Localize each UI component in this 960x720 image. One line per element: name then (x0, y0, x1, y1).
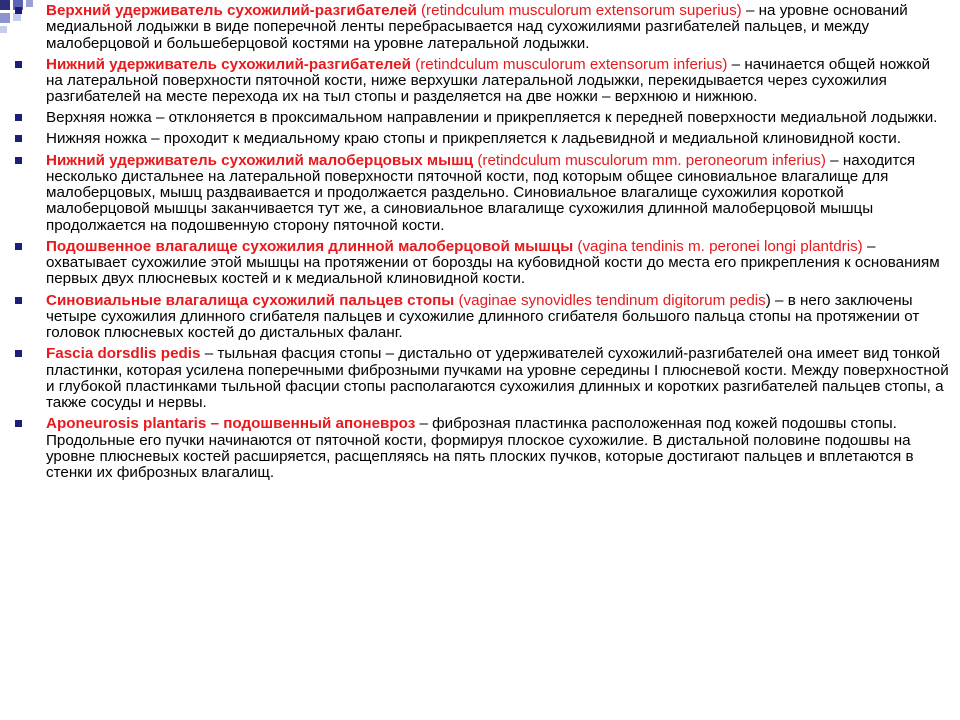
description-text: – фиброзная пластинка расположенная под кожей подошвы стопы. Продольные его пучки начинаются от пяточной кости, формируя плоское сухожилие. В дистальной половине подошвы на уровне плюсневых костей расширяется, расщепляясь на пять плоских пучков, которые достигают пальцев и вплетаются в стенки их фиброзных влагалищ. (46, 415, 914, 482)
latin-term: (retindculum musculorum extensorum superius) (416, 2, 742, 19)
latin-term: (vagina tendinis m. peronei longi plantdris) (573, 237, 863, 255)
term-heading: Fascia dorsdlis pedis (46, 345, 201, 363)
bullet-paragraph (14, 293, 950, 342)
bullet-paragraph (14, 153, 950, 234)
bullet-square-icon (15, 135, 22, 142)
bullet-paragraph (14, 239, 950, 288)
bullet-square-icon (15, 350, 22, 357)
description-text: – находится несколько дистальнее на латеральной поверхности пяточной кости, под которым общее синовиальное влагалище для малоберцовых, мышц раздваивается и продолжается раздельно. Синовиальное влагалище сухожилия короткой малоберцовой мышцы заканчивается тут же, а синовиальное влагалище сухожилия длинной малоберцовой мышцы продолжается на подошвенную сторону пяточной кости. (46, 151, 916, 234)
latin-term: (vaginae synovidles tendinum digitorum pedis (454, 291, 766, 309)
term-heading: Нижний удерживатель сухожилий-разгибателей (46, 55, 411, 73)
bullet-paragraph (14, 131, 950, 147)
decorative-square (0, 13, 10, 23)
bullet-paragraph (14, 346, 950, 411)
description-text: ) – в него заключены четыре сухожилия длинного сгибателя пальцев и сухожилие длинного сгибателя большого пальца стопы на протяжении от головок плюсневых костей до дистальных фаланг. (46, 291, 920, 342)
description-text: – охватывает сухожилие этой мышцы на протяжении от борозды на кубовидной кости до места его прикрепления к основаниям первых двух плюсневых костей и к медиальной клиновидной кости. (46, 237, 940, 288)
bullet-square-icon (15, 7, 22, 14)
decorative-square (0, 26, 7, 33)
decorative-square (0, 0, 10, 10)
bullet-square-icon (15, 420, 22, 427)
description-text: – на уровне оснований медиальной лодыжки в виде поперечной ленты перебрасывается над сухожилиями разгибателей пальцев, и между малоберцовой и большеберцовой костями на уровне латеральной лодыжки. (46, 2, 908, 52)
bullet-paragraph (14, 110, 950, 126)
bullet-square-icon (15, 243, 22, 250)
latin-term: (retindculum musculorum extensorum inferius) (410, 55, 728, 73)
latin-term: (retindculum musculorum mm. peroneorum inferius) (473, 151, 826, 169)
term-heading: Верхний удерживатель сухожилий-разгибателей (46, 2, 417, 19)
bullet-square-icon (15, 297, 22, 304)
description-text: Верхняя ножка – отклоняется в проксимальном направлении и прикрепляется к передней поверхности медиальной лодыжки. (46, 109, 938, 127)
term-heading: Aponeurosis plantaris (46, 415, 207, 433)
description-text: – начинается общей ножкой на латеральной поверхности пяточной кости, ниже верхушки латеральной лодыжки, перекидывается через сухожилия разгибателей на месте перехода их на тыл стопы и разделяется на две ножки – верхнюю и нижнюю. (46, 55, 931, 106)
bullet-square-icon (15, 157, 22, 164)
bullet-square-icon (15, 114, 22, 121)
term-heading: – подошвенный апоневроз (206, 415, 416, 433)
term-heading: Нижний удерживатель сухожилий малоберцовых мышц (46, 151, 474, 169)
slide-text-body (14, 3, 950, 486)
bullet-paragraph (14, 3, 950, 52)
description-text: Нижняя ножка – проходит к медиальному краю стопы и прикрепляется к ладьевидной и медиальной клиновидной кости. (46, 130, 902, 148)
bullet-paragraph (14, 416, 950, 481)
bullet-paragraph (14, 57, 950, 106)
term-heading: Синовиальные влагалища сухожилий пальцев стопы (46, 291, 455, 309)
term-heading: Подошвенное влагалище сухожилия длинной малоберцовой мышцы (46, 237, 574, 255)
bullet-square-icon (15, 61, 22, 68)
description-text: – тыльная фасция стопы – дистально от удерживателей сухожилий-разгибателей она имеет вид тонкой пластинки, которая усилена поперечными фиброзными пучками на уровне середины I плюсневой кости. Между поверхностной и глубокой пластинками тыльной фасции стопы располагаются сухожилия длинных и коротких разгибателей пальцев стопы, а также сосуды и нервы. (46, 345, 949, 412)
